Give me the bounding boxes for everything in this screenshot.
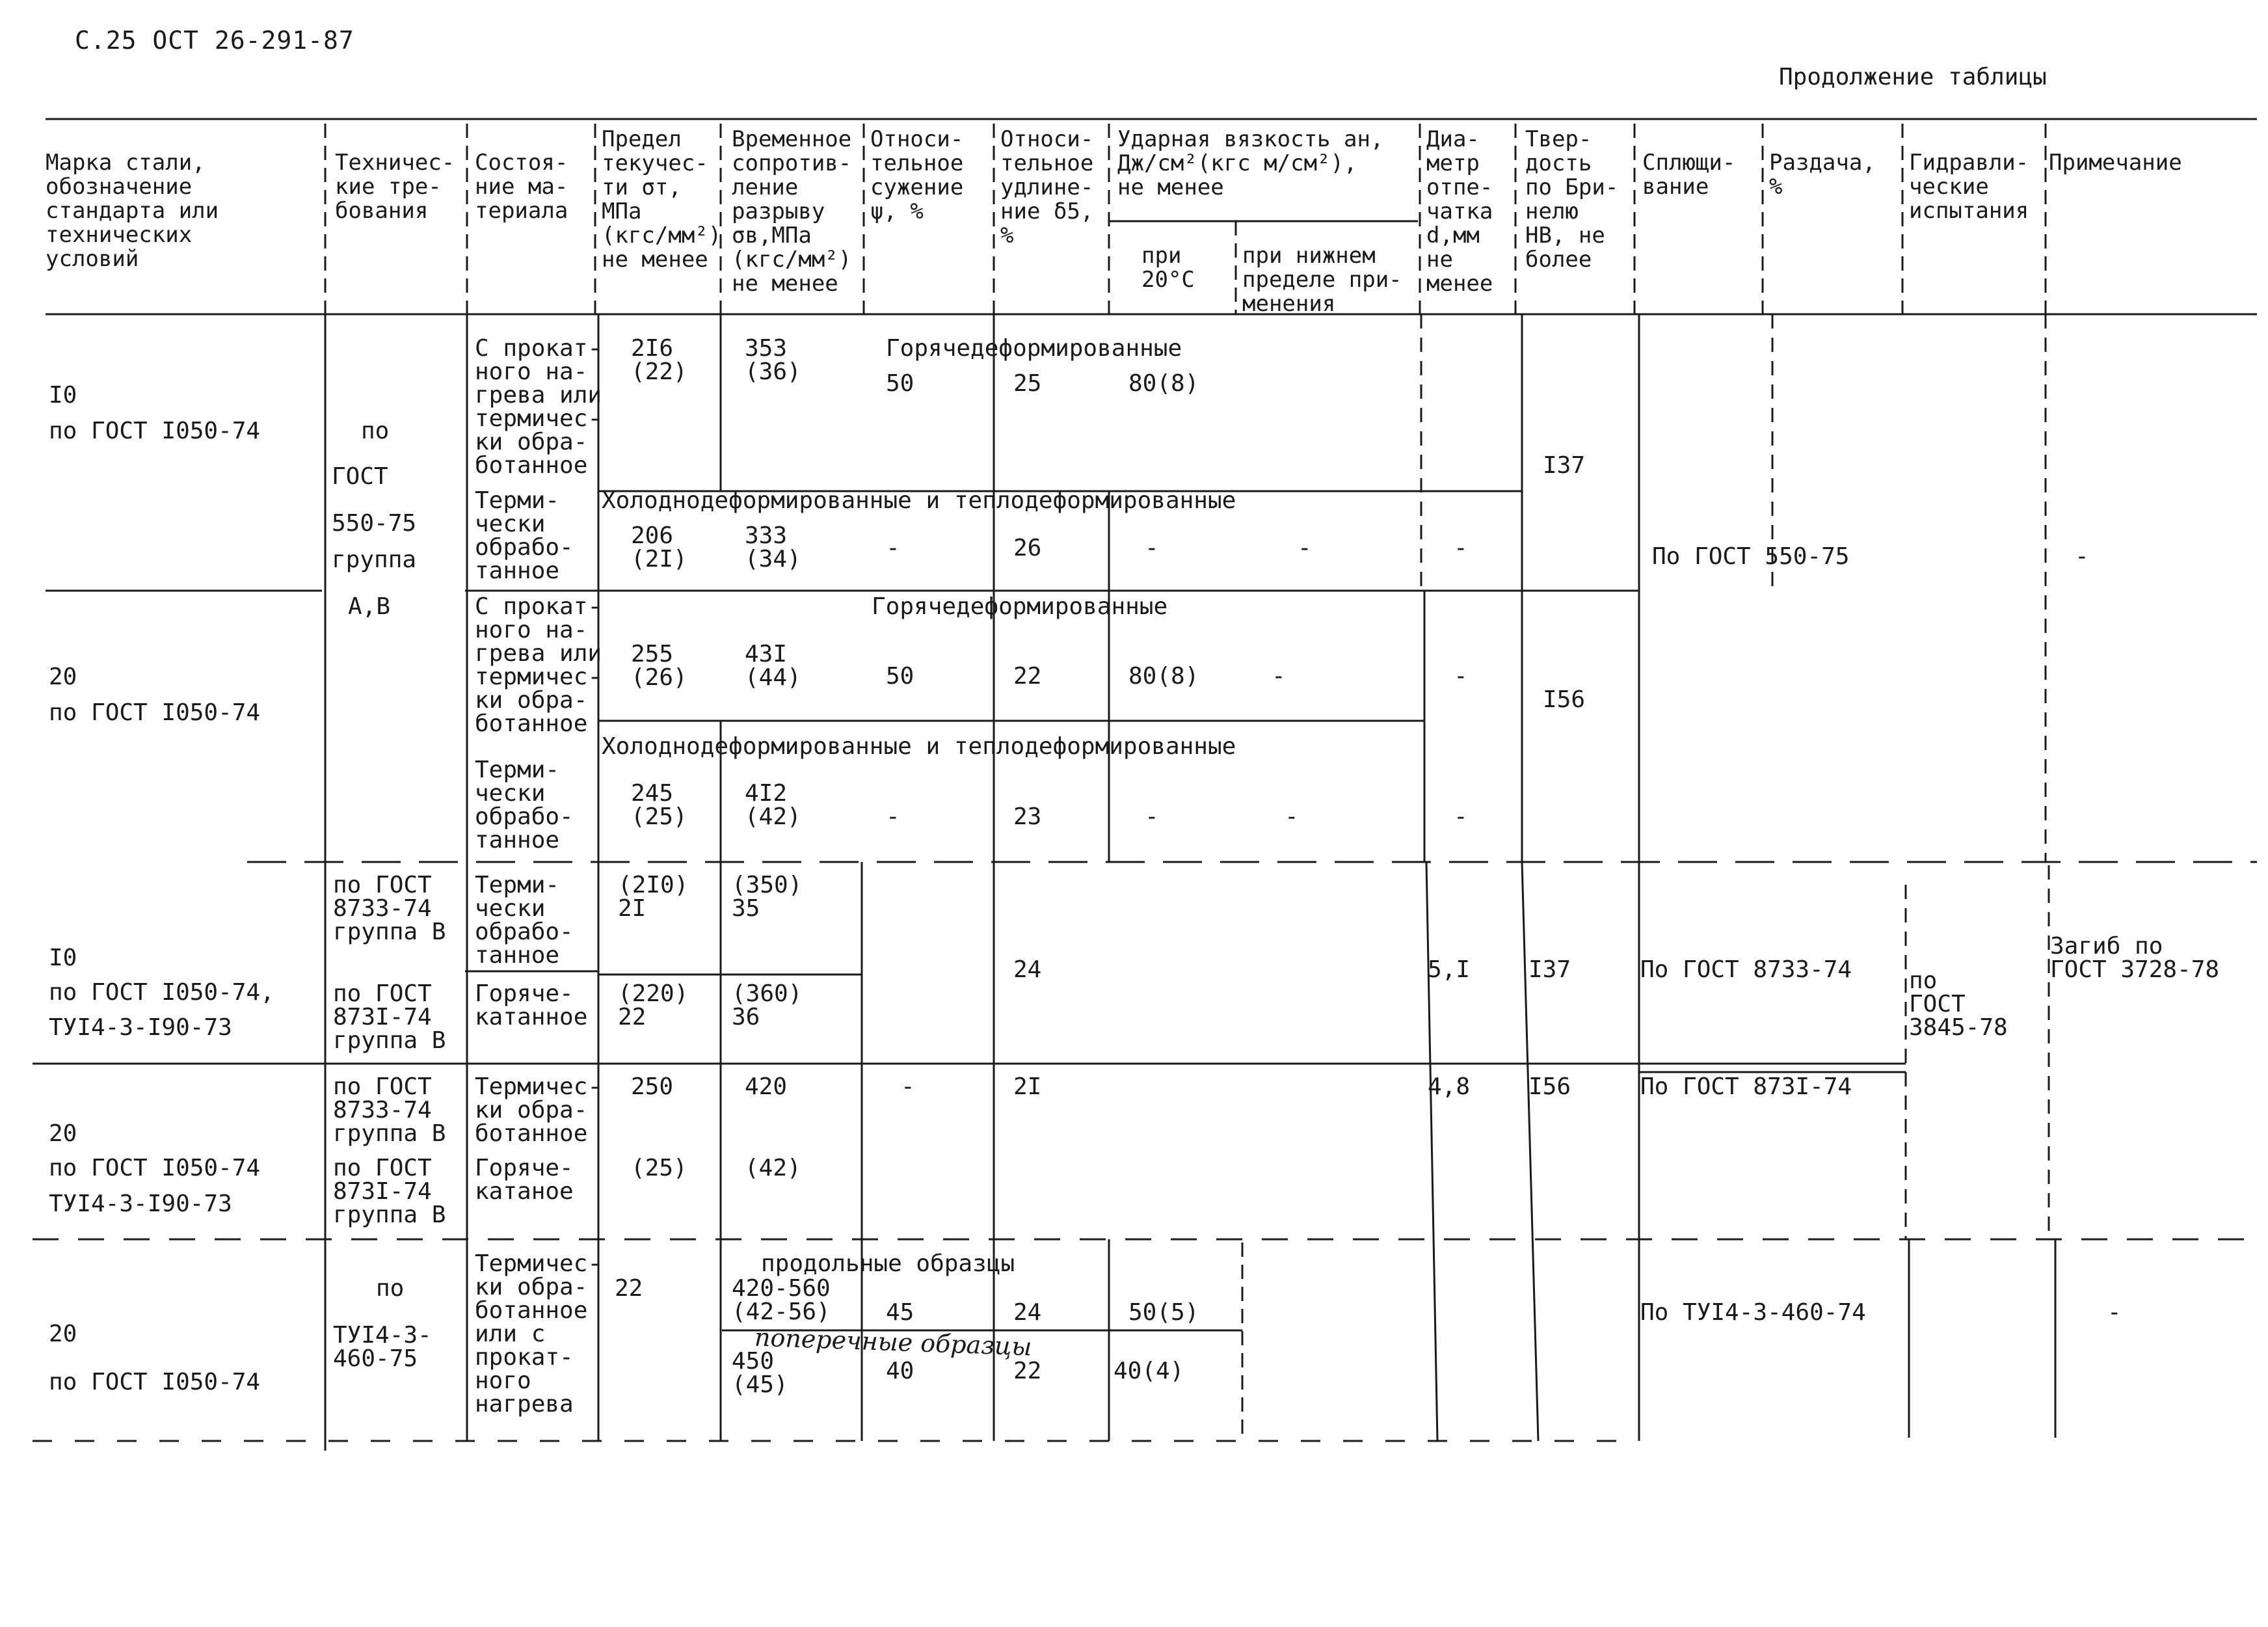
b5-tech-line2: ТУI4-3- 460-75 [333,1322,432,1372]
b5-cond: Термичес- ки обра- ботанное или с прокат- ного нагрева [475,1250,602,1418]
b4-tech-2: по ГОСТ 873I-74 группа В [333,1155,446,1228]
b1-tech-line4: группа [332,546,417,573]
b2-elongation-2: 23 [1013,803,1042,830]
b4-tensile-1: 420 [745,1073,788,1100]
b1-tech-line5: А,В [348,593,391,620]
b4-hardness: I56 [1528,1073,1571,1100]
b4-yield-2: (25) [631,1155,687,1181]
continuation-label: Продолжение таблицы [1779,64,2047,90]
b1-elongation-1: 25 [1013,370,1042,397]
b2-grade-number: 20 [49,664,77,690]
b1-impact-2a: - [1145,535,1159,561]
b2-indent-1: - [1454,663,1468,690]
b3-flattening: По ГОСТ 8733-74 [1640,956,1852,983]
b3-yield-1: (2I0) 2I [618,872,689,922]
header-hardness: Твер- дость по Бри- нелю НВ, не более [1525,126,1619,273]
header-note: Примечание [2049,150,2182,176]
b3-tech-2: по ГОСТ 873I-74 группа В [333,980,446,1054]
header-grade: Марка стали, обозначение стандарта или технических условий [46,150,219,272]
b5-longitudinal: продольные образцы [761,1250,1015,1277]
b2-impact-1b: - [1272,663,1286,690]
b1-cond-1: С прокат- ного на- грева или термичес- ки обра- ботанное [475,335,602,479]
b4-grade-number: 20 [49,1120,77,1147]
b5-grade-number: 20 [49,1321,77,1347]
b4-cond-1: Термичес- ки обра- ботанное [475,1073,602,1147]
b1-yield-2: 206 (2I) [631,522,687,572]
b3-tech-1: по ГОСТ 8733-74 группа В [333,872,446,945]
b5-yield: 22 [615,1275,643,1302]
b2-reduction-1: 50 [886,663,914,690]
b1-elongation-2: 26 [1013,535,1042,561]
b5-impact-2: 40(4) [1114,1358,1184,1384]
header-tensile: Временное сопротив- ление разрыву σв,МПа (кгс/мм²) не менее [732,126,852,297]
b5-transverse-handwritten: поперечные образцы [754,1323,1033,1362]
b1-grade-number: I0 [49,382,77,409]
b4-cond-2: Горяче- катаное [475,1155,574,1205]
b4-yield-1: 250 [631,1073,674,1100]
header-impact: Ударная вязкость aн, Дж/см²(кгс м/см²), не менее [1117,126,1384,200]
b2-reduction-2: - [886,803,900,830]
b2-impact-2a: - [1145,803,1159,830]
b2-yield-2: 245 (25) [631,780,687,830]
b5-grade-standard: по ГОСТ I050-74 [49,1369,261,1395]
b3-cond-1: Терми- чески обрабо- танное [475,872,574,969]
b5-reduction-2: 40 [886,1358,914,1384]
b4-grade-tu: ТУI4-3-I90-73 [49,1190,232,1217]
b2-impact-2b: - [1285,803,1299,830]
header-tech-req: Техничес- кие тре- бования [335,150,455,224]
b4-tech-1: по ГОСТ 8733-74 группа В [333,1073,446,1147]
b4-grade-standard: по ГОСТ I050-74 [49,1155,261,1181]
b2-tensile-1: 43I (44) [745,641,801,691]
b2-yield-1: 255 (26) [631,641,687,691]
b3-tensile-2: (360) 36 [732,980,803,1030]
header-yield: Предел текучес- ти σт, МПа (кгс/мм²) не менее [602,126,722,273]
header-hydro: Гидравли- ческие испытания [1909,150,2029,224]
b5-impact-1: 50(5) [1128,1299,1199,1326]
b5-flattening: По ТУI4-3-460-74 [1640,1299,1866,1326]
b1-reduction-1: 50 [886,370,914,397]
b1-tech-line3: 550-75 [332,510,417,537]
b5-tensile-1: 420-560 (42-56) [732,1275,831,1325]
b3-cond-2: Горяче- катанное [475,980,588,1030]
b1-tech-line1: по [361,418,390,444]
b4-indent: 4,8 [1428,1073,1471,1100]
b3-grade-number: I0 [49,945,77,971]
b5-note: - [2107,1299,2122,1326]
b5-tensile-2: 450 (45) [732,1348,788,1398]
b2-elongation-1: 22 [1013,663,1042,690]
b2-tensile-2: 4I2 (42) [745,780,801,830]
b2-span-hot: Горячедеформированные [872,593,1168,620]
b1-reduction-2: - [886,535,900,561]
b1-grade-standard: по ГОСТ I050-74 [49,418,261,444]
b1-yield-1: 2I6 (22) [631,335,687,385]
b5-elongation-1: 24 [1013,1299,1042,1326]
header-elongation: Относи- тельное удлине- ние δ5, % [1000,126,1094,249]
b1-hardness: I37 [1543,452,1586,479]
b1-flattening: По ГОСТ 550-75 [1652,543,1850,570]
b3-grade-tu: ТУI4-3-I90-73 [49,1014,232,1041]
b5-tech-line1: по [376,1275,405,1302]
b1-span-hot: Горячедеформированные [886,335,1182,362]
b5-reduction-1: 45 [886,1299,914,1326]
header-impact-20: при 20°С [1141,243,1195,293]
b3-tensile-1: (350) 35 [732,872,803,922]
b1-impact-1: 80(8) [1128,370,1199,397]
b4-tensile-2: (42) [745,1155,801,1181]
b4-elongation: 2I [1013,1073,1042,1100]
b2-grade-standard: по ГОСТ I050-74 [49,699,261,726]
b2-impact-1: 80(8) [1128,663,1199,690]
b2-hardness: I56 [1543,686,1586,713]
b3-note: Загиб по ГОСТ 3728-78 [2050,933,2220,983]
b5-elongation-2: 22 [1013,1358,1042,1384]
page-header: С.25 ОСТ 26-291-87 [75,26,354,55]
b1-tensile-2: 333 (34) [745,522,801,572]
header-expansion: Раздача, % [1769,150,1876,200]
header-flattening: Сплющи- вание [1642,150,1736,200]
b1-tensile-1: 353 (36) [745,335,801,385]
b2-cond-2: Терми- чески обрабо- танное [475,757,574,854]
b3-indent: 5,I [1428,956,1471,983]
b3-elongation: 24 [1013,956,1042,983]
header-reduction: Относи- тельное сужение ψ, % [870,126,964,224]
b2-indent-2: - [1454,803,1468,830]
b1-span-cold: Холоднодеформированные и теплодеформированные [602,487,1236,514]
b1-cond-2: Терми- чески обрабо- танное [475,487,574,584]
b2-cond-1: С прокат- ного на- грева или термичес- ки обра- ботанное [475,593,602,737]
header-impact-low: при нижнем пределе при- менения [1242,243,1402,317]
b4-reduction: - [901,1073,915,1100]
b1-tech-line2: ГОСТ [332,463,388,490]
b3-hardness: I37 [1528,956,1571,983]
b4-flattening: По ГОСТ 873I-74 [1640,1073,1852,1100]
header-indent: Диа- метр отпе- чатка d,мм не менее [1426,126,1493,297]
b1-note: - [2075,543,2089,570]
b1-impact-2b: - [1298,535,1312,561]
b3-yield-2: (220) 22 [618,980,689,1030]
header-condition: Состоя- ние ма- териала [475,150,568,224]
b1-indent-2: - [1454,535,1468,561]
b3-grade-standard: по ГОСТ I050-74, [49,979,274,1006]
b3-hydro: по ГОСТ 3845-78 [1909,967,2008,1041]
b2-span-cold: Холоднодеформированные и теплодеформированные [602,733,1236,760]
